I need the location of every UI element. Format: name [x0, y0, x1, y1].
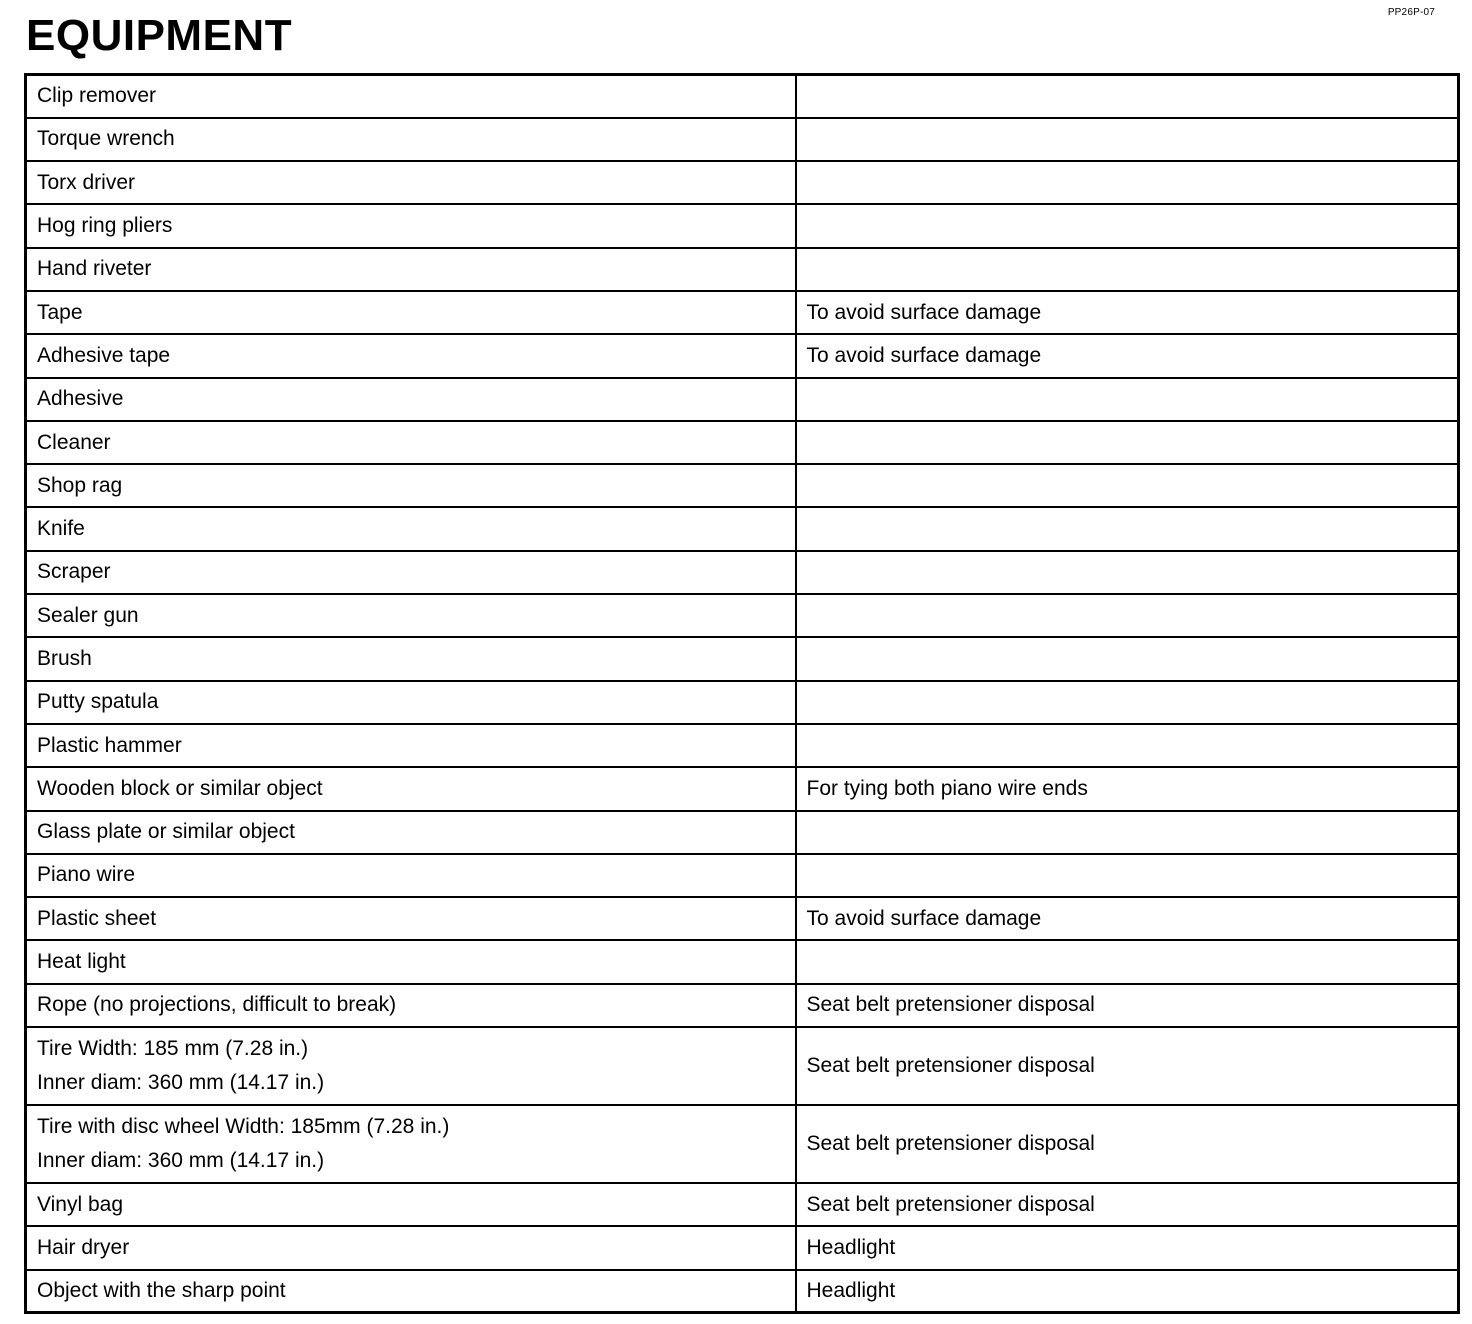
table-row: [26, 637, 1459, 680]
equipment-note-text: Seat belt pretensioner disposal: [806, 1132, 1095, 1156]
equipment-item-text: Tire Width: 185 mm (7.28 in.): [37, 1037, 309, 1061]
equipment-item-text: Putty spatula: [37, 690, 159, 714]
page-title: EQUIPMENT: [26, 11, 293, 60]
equipment-note-cell: [796, 507, 1459, 550]
equipment-note-cell: [796, 161, 1459, 204]
equipment-item-cell: [26, 811, 796, 854]
equipment-item-text: Clip remover: [37, 84, 157, 108]
equipment-item-text: Scraper: [37, 560, 111, 584]
equipment-note-cell: [796, 291, 1459, 334]
table-row: [26, 724, 1459, 767]
equipment-item-text: Knife: [37, 517, 85, 541]
equipment-item-text: Rope (no projections, difficult to break): [37, 993, 397, 1017]
table-row: [26, 161, 1459, 204]
table-row: [26, 551, 1459, 594]
equipment-item-cell: [26, 75, 796, 118]
equipment-note-cell: [796, 637, 1459, 680]
equipment-note-text: To avoid surface damage: [806, 343, 1042, 367]
table-row: [26, 940, 1459, 983]
equipment-note-cell: [796, 334, 1459, 377]
equipment-item-cell: [26, 464, 796, 507]
equipment-item-cell: [26, 637, 796, 680]
equipment-item-cell: [26, 291, 796, 334]
equipment-item-text: Adhesive: [37, 387, 124, 411]
equipment-item-text: Cleaner: [37, 430, 111, 454]
equipment-item-cell: [26, 940, 796, 983]
table-row: [26, 811, 1459, 854]
table-row: [26, 854, 1459, 897]
equipment-note-text: Seat belt pretensioner disposal: [806, 1192, 1095, 1216]
equipment-item-text: Brush: [37, 647, 92, 670]
equipment-note-text: Headlight: [806, 1235, 896, 1259]
table-row: [26, 75, 1459, 118]
equipment-item-text: Hog ring pliers: [37, 214, 173, 238]
equipment-item-text: Plastic hammer: [37, 733, 182, 757]
equipment-item-text: Inner diam: 360 mm (14.17 in.): [37, 1071, 325, 1095]
equipment-note-cell: [796, 248, 1459, 291]
equipment-note-cell: [796, 897, 1459, 940]
equipment-item-text: Piano wire: [37, 863, 136, 887]
equipment-item-cell: [26, 984, 796, 1027]
equipment-item-text: Heat light: [37, 950, 126, 974]
table-row: [26, 1270, 1459, 1313]
equipment-note-cell: [796, 811, 1459, 854]
table-row: [26, 681, 1459, 724]
equipment-note-cell: [796, 464, 1459, 507]
equipment-item-cell: [26, 334, 796, 377]
table-row: [26, 1027, 1459, 1105]
equipment-item-text: Torque wrench: [37, 127, 175, 151]
equipment-note-cell: [796, 551, 1459, 594]
equipment-item-text: Plastic sheet: [37, 906, 157, 930]
table-row: [26, 334, 1459, 377]
table-row: [26, 984, 1459, 1027]
equipment-item-cell: [26, 421, 796, 464]
equipment-note-text: Seat belt pretensioner disposal: [806, 993, 1095, 1017]
equipment-item-text: Adhesive tape: [37, 343, 171, 367]
equipment-item-cell: [26, 204, 796, 247]
equipment-item-text: Glass plate or similar object: [37, 820, 295, 844]
table-row: [26, 1226, 1459, 1269]
equipment-item-text: Torx driver: [37, 170, 136, 194]
table-row: [26, 507, 1459, 550]
equipment-note-cell: [796, 854, 1459, 897]
equipment-note-cell: [796, 1105, 1459, 1183]
equipment-table-body: [26, 75, 1459, 1313]
equipment-item-text: Tape: [37, 300, 83, 324]
equipment-item-text: Wooden block or similar object: [37, 776, 323, 800]
equipment-item-cell: [26, 854, 796, 897]
equipment-item-text: Hand riveter: [37, 257, 152, 281]
table-row: [26, 767, 1459, 810]
equipment-item-text: Sealer gun: [37, 603, 139, 627]
equipment-item-text: Inner diam: 360 mm (14.17 in.): [37, 1149, 325, 1173]
equipment-item-cell: [26, 897, 796, 940]
table-row: [26, 1105, 1459, 1183]
equipment-note-text: Seat belt pretensioner disposal: [806, 1054, 1095, 1078]
equipment-item-cell: [26, 1027, 796, 1105]
document-code: PP26P-07: [1387, 7, 1435, 18]
equipment-note-cell: [796, 1183, 1459, 1226]
equipment-note-cell: [796, 1226, 1459, 1269]
equipment-item-cell: [26, 1270, 796, 1313]
equipment-item-cell: [26, 1105, 796, 1183]
table-row: [26, 594, 1459, 637]
equipment-item-cell: [26, 378, 796, 421]
equipment-item-text: Object with the sharp point: [37, 1279, 286, 1303]
equipment-note-text: For tying both piano wire ends: [806, 776, 1088, 800]
table-row: [26, 118, 1459, 161]
equipment-note-cell: [796, 1027, 1459, 1105]
table-row: [26, 1183, 1459, 1226]
table-row: [26, 204, 1459, 247]
equipment-item-cell: [26, 161, 796, 204]
equipment-note-cell: [796, 984, 1459, 1027]
equipment-note-cell: [796, 724, 1459, 767]
equipment-item-text: Shop rag: [37, 473, 123, 497]
equipment-item-cell: [26, 724, 796, 767]
equipment-item-cell: [26, 507, 796, 550]
equipment-item-cell: [26, 681, 796, 724]
equipment-item-text: Vinyl bag: [37, 1192, 124, 1216]
equipment-item-cell: [26, 248, 796, 291]
equipment-item-cell: [26, 1183, 796, 1226]
equipment-note-cell: [796, 1270, 1459, 1313]
equipment-item-text: Hair dryer: [37, 1235, 130, 1259]
equipment-note-text: Headlight: [806, 1279, 896, 1303]
equipment-note-cell: [796, 378, 1459, 421]
equipment-note-text: To avoid surface damage: [806, 906, 1042, 930]
equipment-note-cell: [796, 767, 1459, 810]
equipment-item-cell: [26, 1226, 796, 1269]
table-row: [26, 291, 1459, 334]
equipment-item-text: Tire with disc wheel Width: 185mm (7.28 in.): [37, 1115, 450, 1139]
equipment-item-cell: [26, 118, 796, 161]
equipment-note-cell: [796, 118, 1459, 161]
table-row: [26, 421, 1459, 464]
table-row: [26, 464, 1459, 507]
table-row: [26, 378, 1459, 421]
equipment-note-cell: [796, 75, 1459, 118]
equipment-table: [24, 73, 1460, 1314]
equipment-item-cell: [26, 767, 796, 810]
table-row: [26, 248, 1459, 291]
equipment-note-cell: [796, 204, 1459, 247]
equipment-note-cell: [796, 940, 1459, 983]
equipment-note-cell: [796, 681, 1459, 724]
table-row: [26, 897, 1459, 940]
equipment-note-cell: [796, 594, 1459, 637]
equipment-item-cell: [26, 594, 796, 637]
equipment-item-cell: [26, 551, 796, 594]
equipment-note-cell: [796, 421, 1459, 464]
equipment-note-text: To avoid surface damage: [806, 300, 1042, 324]
